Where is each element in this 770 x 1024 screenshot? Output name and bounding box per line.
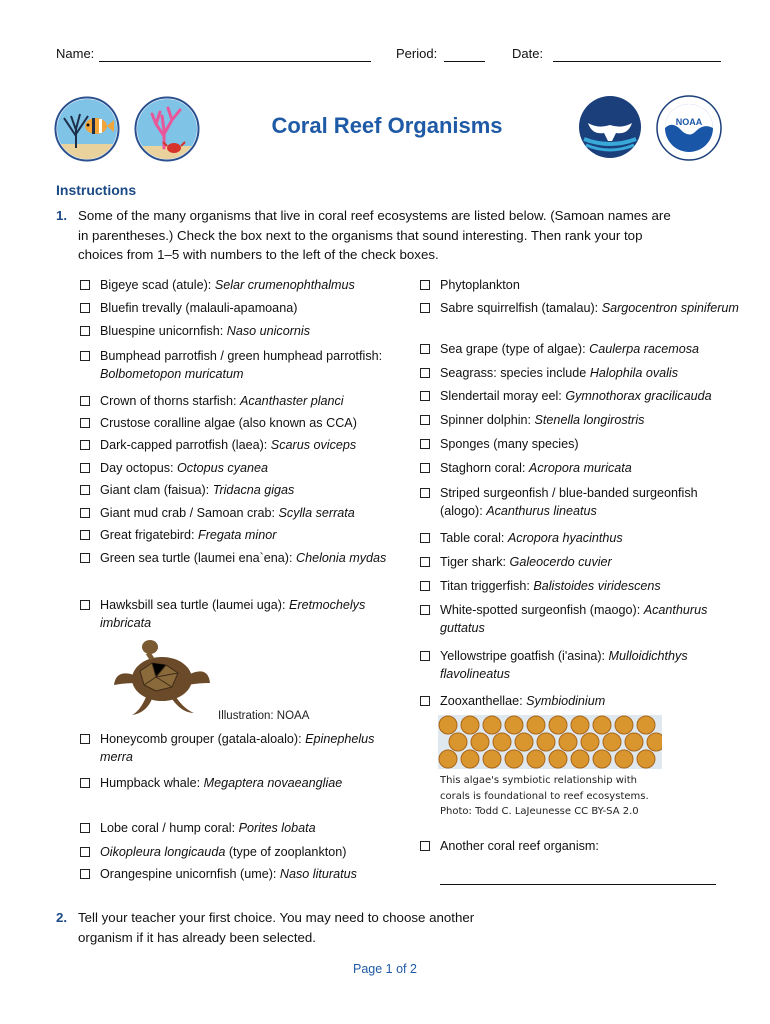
checklist-item [80, 436, 400, 454]
scientific-name: Naso unicornis [226, 324, 311, 338]
checklist-item-label [100, 526, 400, 544]
checklist-item [420, 435, 740, 453]
checklist-item [420, 387, 740, 405]
common-name: White-spotted surgeonfish (maogo): [440, 603, 644, 617]
checklist-item-label [440, 364, 740, 382]
date-label: Date: [512, 46, 544, 61]
noaa-logo-icon [656, 95, 722, 161]
checklist-item-label [440, 299, 740, 317]
scientific-name: Chelonia mydas [296, 551, 387, 565]
checklist-item-label [100, 549, 400, 567]
common-name: Spinner dolphin: [440, 413, 535, 427]
checkbox[interactable] [80, 553, 90, 563]
coral-crab-icon [134, 96, 200, 162]
turtle-illustration-credit: Illustration: NOAA [218, 710, 310, 722]
common-name: Dark-capped parrotfish (laea): [100, 438, 271, 452]
scientific-name: Sargocentron spiniferum [601, 301, 739, 315]
checkbox[interactable] [80, 823, 90, 833]
checklist-item-label [100, 392, 400, 410]
step-2-text: Tell your teacher your first choice. You may need to choose another organism if it has already been selected. [78, 910, 475, 945]
scientific-name: Epinephelus merra [100, 732, 375, 764]
checklist-item [80, 819, 400, 837]
checklist-item-label [440, 387, 740, 405]
checklist-item [80, 504, 400, 522]
checklist-item-label [100, 459, 400, 477]
name-label: Name: [56, 46, 95, 61]
common-name: Striped surgeonfish / blue-banded surgeonfish (alogo): [440, 486, 698, 518]
checklist-item-label [100, 504, 400, 522]
common-name: Titan triggerfish: [440, 579, 534, 593]
common-name: Seagrass: species include [440, 366, 590, 380]
common-name: Giant mud crab / Samoan crab: [100, 506, 279, 520]
checklist-item [420, 647, 740, 683]
checklist-item [80, 481, 400, 499]
common-name: Tiger shark: [440, 555, 510, 569]
checklist-item-label [440, 601, 740, 637]
checklist-item [80, 865, 400, 883]
common-name: Bluefin trevally (malauli-apamoana) [100, 301, 298, 315]
checkbox[interactable] [80, 440, 90, 450]
date-field[interactable] [553, 61, 721, 62]
common-name: Sabre squirrelfish (tamalau): [440, 301, 602, 315]
checklist-item [80, 774, 400, 792]
checklist-item [420, 601, 740, 637]
name-field[interactable] [99, 61, 371, 62]
photo-caption-line-2: corals is foundational to reef ecosystems. [440, 790, 649, 802]
noaa-logo-text: NOAA [675, 117, 703, 127]
checklist-item [80, 459, 400, 477]
checkbox[interactable] [420, 696, 430, 706]
checklist-item [420, 299, 740, 317]
checklist-item [80, 596, 400, 632]
checklist-item-label [100, 596, 400, 632]
photo-caption [440, 773, 649, 820]
scientific-name: Fregata minor [198, 528, 277, 542]
scientific-name: Tridacna gigas [212, 483, 295, 497]
sea-turtle-icon [112, 635, 212, 719]
checklist-item-label [440, 484, 740, 520]
step-2-number: 2. [56, 910, 68, 925]
checkbox[interactable] [80, 418, 90, 428]
checklist-item-label [100, 730, 400, 766]
scientific-name: Bolbometopon muricatum [100, 367, 244, 381]
scientific-name: Megaptera novaeangliae [203, 776, 343, 790]
scientific-name: Selar crumenophthalmus [214, 278, 355, 292]
step-1-text: Some of the many organisms that live in coral reef ecosystems are listed below. (Samoan names are in parentheses.) Check the box next to the organisms that sound interesting. Then rank your top choices from 1–5 with numbers to the left of the check boxes. [78, 208, 671, 262]
scientific-name: Acanthaster planci [239, 394, 344, 408]
checkbox[interactable] [420, 605, 430, 615]
checklist-item-label [100, 276, 400, 294]
checklist-item [80, 730, 400, 766]
common-name: Table coral: [440, 531, 508, 545]
step-1 [56, 206, 676, 265]
common-name: Slendertail moray eel: [440, 389, 566, 403]
checklist-item-label [100, 299, 400, 317]
checklist-item [420, 692, 740, 710]
checkbox[interactable] [80, 326, 90, 336]
scientific-name: Acanthurus lineatus [486, 504, 597, 518]
checklist-item-label [440, 340, 740, 358]
common-name: Bigeye scad (atule): [100, 278, 215, 292]
scientific-name: Scylla serrata [278, 506, 355, 520]
common-name: Day octopus: [100, 461, 178, 475]
checklist-item-label [440, 837, 740, 855]
checklist-item [80, 322, 400, 340]
checklist-item [420, 577, 740, 595]
scientific-name: Gymnothorax gracilicauda [565, 389, 712, 403]
scientific-name: Acropora muricata [528, 461, 632, 475]
checklist-item [80, 843, 400, 861]
common-name: Staghorn coral: [440, 461, 529, 475]
name-suffix: (type of zooplankton) [225, 845, 347, 859]
common-name: Phytoplankton [440, 278, 520, 292]
checkbox[interactable] [80, 734, 90, 744]
common-name: Giant clam (faisua): [100, 483, 213, 497]
checklist-item [80, 414, 400, 432]
checklist-item-label [100, 322, 400, 340]
checkbox[interactable] [420, 463, 430, 473]
common-name: Zooxanthellae: [440, 694, 527, 708]
checklist-item [420, 553, 740, 571]
checklist-item-label [440, 276, 740, 294]
scientific-name: Acanthurus guttatus [440, 603, 708, 635]
checkbox[interactable] [420, 303, 430, 313]
page-title: Coral Reef Organisms [271, 113, 503, 138]
checklist-item-label [100, 865, 400, 883]
checklist-item-label [440, 577, 740, 595]
checklist-item-label [440, 435, 740, 453]
common-name: Crown of thorns starfish: [100, 394, 240, 408]
checkbox[interactable] [80, 396, 90, 406]
scientific-name: Naso lituratus [279, 867, 357, 881]
checklist-item-label [440, 529, 740, 547]
scientific-name: Oikopleura longicauda [100, 845, 226, 859]
checkbox[interactable] [420, 280, 430, 290]
zooxanthellae-photo [438, 715, 662, 769]
checklist-item-label [440, 553, 740, 571]
checkbox[interactable] [80, 869, 90, 879]
checkbox[interactable] [80, 600, 90, 610]
scientific-name: Halophila ovalis [589, 366, 679, 380]
checklist-item [420, 276, 740, 294]
checklist-item-label [100, 414, 400, 432]
scientific-name: Acropora hyacinthus [507, 531, 623, 545]
checkbox[interactable] [80, 280, 90, 290]
checkbox[interactable] [420, 841, 430, 851]
checklist-item-label [440, 411, 740, 429]
checkbox[interactable] [80, 530, 90, 540]
common-name: Hawksbill sea turtle (laumei uga): [100, 598, 289, 612]
checklist-item-label [440, 692, 740, 710]
checklist-item [420, 837, 740, 855]
checklist-item-label [440, 459, 740, 477]
common-name: Great frigatebird: [100, 528, 198, 542]
photo-caption-line-1: This algae's symbiotic relationship with [440, 775, 637, 786]
checkbox[interactable] [420, 391, 430, 401]
common-name: Another coral reef organism: [440, 839, 599, 853]
checkbox[interactable] [420, 439, 430, 449]
checkbox[interactable] [420, 344, 430, 354]
step-2 [56, 908, 476, 947]
checkbox[interactable] [420, 581, 430, 591]
step-1-number: 1. [56, 208, 68, 223]
photo-caption-line-3: Photo: Todd C. LaJeunesse CC BY-SA 2.0 [440, 806, 639, 817]
checklist-item [420, 484, 740, 520]
scientific-name: Octopus cyanea [177, 461, 269, 475]
checkbox[interactable] [420, 651, 430, 661]
checkbox[interactable] [80, 778, 90, 788]
checklist-item [80, 549, 400, 567]
checklist-item-label [100, 843, 400, 861]
checkbox[interactable] [420, 557, 430, 567]
checklist-item [80, 299, 400, 317]
checkbox[interactable] [420, 488, 430, 498]
common-name: Honeycomb grouper (gatala-aloalo): [100, 732, 306, 746]
checklist-item [420, 364, 740, 382]
reef-fish-icon [54, 96, 120, 162]
checklist-item [420, 529, 740, 547]
checklist-item [420, 411, 740, 429]
header-fields [56, 46, 726, 68]
common-name: Bluespine unicornfish: [100, 324, 227, 338]
scientific-name: Mulloidichthys flavolineatus [440, 649, 688, 681]
checkbox[interactable] [80, 847, 90, 857]
scientific-name: Galeocerdo cuvier [509, 555, 612, 569]
scientific-name: Symbiodinium [526, 694, 606, 708]
scientific-name: Balistoides viridescens [533, 579, 661, 593]
checklist-item [80, 392, 400, 410]
checklist-item-label [100, 436, 400, 454]
instructions-heading: Instructions [56, 182, 137, 198]
common-name: Sea grape (type of algae): [440, 342, 590, 356]
scientific-name: Porites lobata [238, 821, 316, 835]
common-name: Green sea turtle (laumei ena`ena): [100, 551, 297, 565]
checklist-item [80, 276, 400, 294]
checklist-item-label [100, 819, 400, 837]
whale-tail-logo-icon [578, 95, 642, 159]
period-field[interactable] [444, 61, 485, 62]
checklist-item-label [440, 647, 740, 683]
checkbox[interactable] [80, 508, 90, 518]
common-name: Yellowstripe goatfish (i'asina): [440, 649, 609, 663]
checkbox[interactable] [80, 485, 90, 495]
scientific-name: Scarus oviceps [270, 438, 357, 452]
another-organism-answer-field[interactable] [440, 884, 716, 885]
checklist-item-label [100, 774, 400, 792]
common-name: Sponges (many species) [440, 437, 579, 451]
checkbox[interactable] [80, 351, 90, 361]
checklist-item-label [100, 481, 400, 499]
checklist-item-label [100, 347, 400, 383]
checklist-item [80, 347, 400, 383]
checkbox[interactable] [80, 303, 90, 313]
checklist-item [80, 526, 400, 544]
common-name: Orangespine unicornfish (ume): [100, 867, 280, 881]
checklist-item [420, 459, 740, 477]
period-label: Period: [396, 46, 438, 61]
common-name: Bumphead parrotfish / green humphead parrotfish: [100, 349, 383, 363]
scientific-name: Caulerpa racemosa [589, 342, 700, 356]
checkbox[interactable] [420, 533, 430, 543]
common-name: Lobe coral / hump coral: [100, 821, 239, 835]
scientific-name: Stenella longirostris [534, 413, 645, 427]
checklist-item [420, 340, 740, 358]
common-name: Crustose coralline algae (also known as CCA) [100, 416, 357, 430]
page-number: Page 1 of 2 [353, 962, 417, 976]
checkbox[interactable] [420, 368, 430, 378]
checkbox[interactable] [80, 463, 90, 473]
common-name: Humpback whale: [100, 776, 204, 790]
checkbox[interactable] [420, 415, 430, 425]
scientific-name: Eretmochelys imbricata [100, 598, 366, 630]
